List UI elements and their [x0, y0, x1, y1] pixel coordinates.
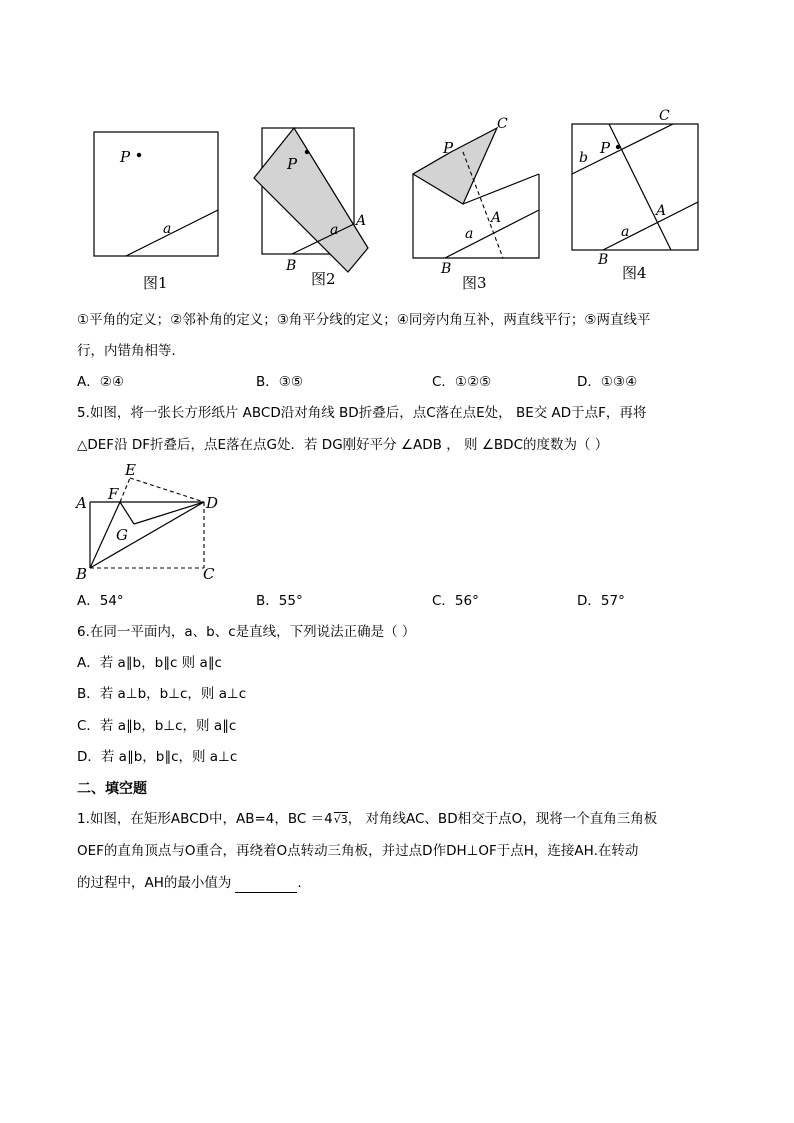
q6-option-a[interactable]: A．若 a∥b，b∥c 则 a∥c: [77, 655, 222, 671]
q5-option-c[interactable]: C．56°: [432, 593, 479, 609]
fig2-label-A: A: [356, 213, 367, 229]
fig4-label-p: P: [600, 139, 611, 157]
q5-label-F: F: [108, 485, 119, 503]
fig3-fold-dashed: [463, 152, 503, 258]
q5-figure: [72, 458, 232, 586]
q5-label-D: D: [206, 494, 219, 512]
fig1-label-p: P: [120, 148, 131, 166]
fig1-line-a: [126, 210, 218, 256]
fig4-label-B: B: [598, 252, 609, 268]
fig2-folded-strip: [254, 128, 368, 272]
fig3-label-B: B: [441, 261, 452, 277]
q4-option-d[interactable]: D．①③④: [577, 374, 638, 390]
figure-3: [405, 112, 550, 277]
fill1-line3: [77, 873, 302, 893]
figure-2: [250, 124, 380, 274]
fig3-caption: 图3: [462, 274, 487, 292]
q6-option-c[interactable]: C．若 a∥b，b⊥c，则 a∥c: [77, 718, 237, 734]
fill1-period: .: [297, 875, 302, 891]
q5-label-E: E: [125, 461, 136, 479]
q6-option-b[interactable]: B．若 a⊥b，b⊥c，则 a⊥c: [77, 686, 247, 702]
fig4-label-C: C: [659, 108, 670, 124]
fig4-line-b: [572, 124, 673, 174]
fill1-line1: [77, 809, 657, 830]
fig2-label-a: a: [330, 222, 339, 238]
fig1-square: [94, 132, 218, 256]
q5-line2: △DEF沿 DF折叠后，点E落在点G处．若 DG刚好平分 ∠ADB ， 则 ∠BDC的度数为（ ）: [77, 437, 609, 453]
fig4-label-a: a: [621, 224, 630, 240]
fig2-point-p: [305, 150, 309, 154]
q4-option-b[interactable]: B．③⑤: [256, 374, 303, 390]
q5-label-C: C: [203, 565, 215, 583]
q5-label-G: G: [116, 526, 128, 544]
fig4-label-b: b: [579, 150, 588, 166]
fill1-answer-blank[interactable]: [235, 878, 297, 893]
fill1-line1-post: ， 对角线AC、BD相交于点O，现将一个直角三角板: [347, 811, 658, 827]
fig2-label-B: B: [286, 258, 297, 274]
fig4-point-p: [616, 145, 620, 149]
q5-label-B: B: [76, 565, 88, 583]
fig1-point-p: [137, 153, 141, 157]
fig3-label-a: a: [465, 226, 474, 242]
fig4-caption: 图4: [622, 264, 647, 282]
q6-stem: 6.在同一平面内，a、b、c是直线，下列说法正确是（ ）: [77, 624, 416, 640]
fig4-label-A: A: [656, 203, 667, 219]
q5-option-d[interactable]: D．57°: [577, 593, 625, 609]
fig2-caption: 图2: [311, 270, 336, 288]
fig3-folded-part: [413, 128, 497, 204]
q4-option-a[interactable]: A．②④: [77, 374, 124, 390]
fill1-sqrt: √3: [333, 813, 348, 826]
q5-label-A: A: [76, 494, 87, 512]
q6-option-d[interactable]: D．若 a∥b，b∥c，则 a⊥c: [77, 749, 238, 765]
fig3-label-p: P: [443, 139, 454, 157]
fig3-label-C: C: [497, 116, 508, 132]
fig1-caption: 图1: [143, 274, 168, 292]
q5-line1: 5.如图，将一张长方形纸片 ABCD沿对角线 BD折叠后，点C落在点E处， BE交 AD于点F，再将: [77, 405, 647, 421]
q4-option-c[interactable]: C．①②⑤: [432, 374, 492, 390]
q4-statement-line2: 行，内错角相等．: [77, 343, 185, 359]
fig1-label-a: a: [163, 221, 172, 237]
fill1-line3-text: 的过程中，AH的最小值为: [77, 875, 232, 891]
section-title-fill-in: 二、填空题: [77, 781, 147, 797]
fig2-label-p: P: [287, 155, 298, 173]
figure-1: [88, 126, 228, 296]
fill1-sqrt-value: 3: [340, 813, 348, 826]
q5-option-a[interactable]: A．54°: [77, 593, 124, 609]
fig3-label-A: A: [491, 210, 502, 226]
q4-statement-line1: ①平角的定义；②邻补角的定义；③角平分线的定义；④同旁内角互补，两直线平行；⑤两直线平: [77, 312, 651, 328]
fill1-line1-pre: 1.如图，在矩形ABCD中，AB=4，BC ＝4: [77, 811, 333, 827]
figure-4: [565, 104, 705, 269]
fill1-line2: OEF的直角顶点与O重合，再绕着O点转动三角板，并过点D作DH⊥OF于点H，连接AH.在转动: [77, 843, 639, 859]
q5-option-b[interactable]: B．55°: [256, 593, 303, 609]
